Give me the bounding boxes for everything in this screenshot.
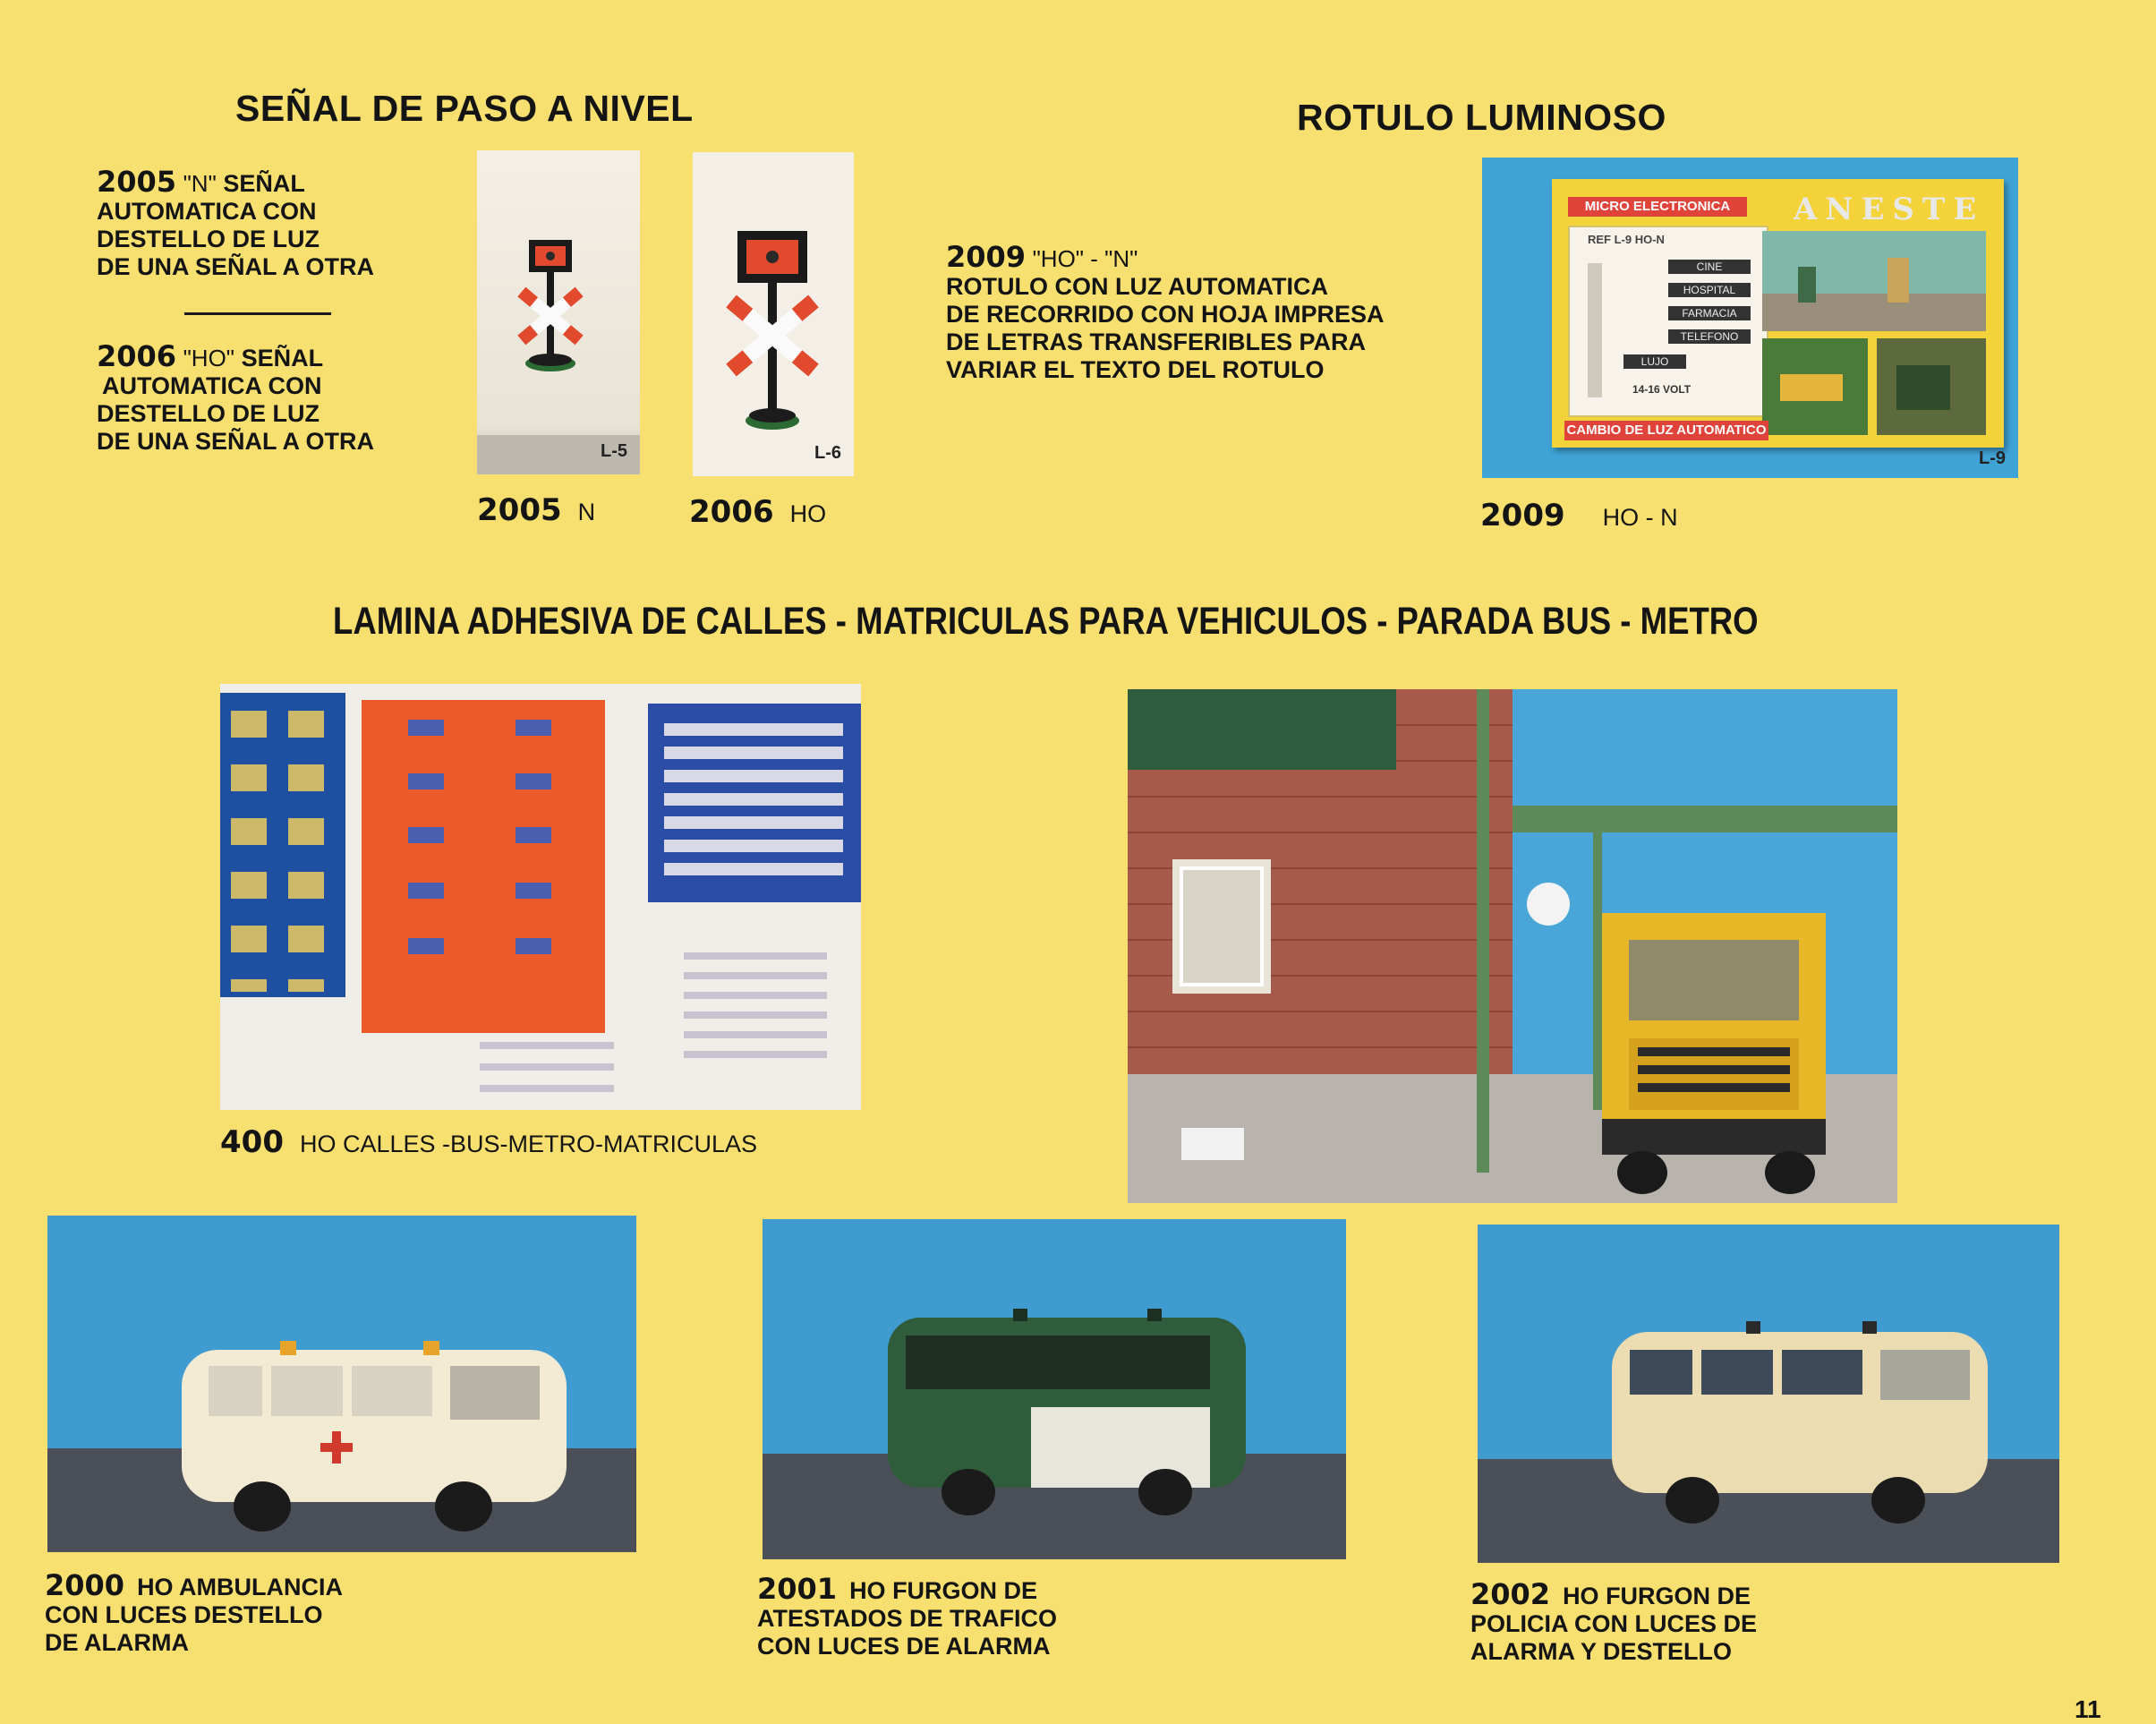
item-2009-number: 2009 (946, 240, 1027, 274)
caption-2005-scale: N (577, 499, 596, 525)
police-van-illustration (1478, 1225, 2059, 1563)
sign-box-word: CINE (1668, 260, 1751, 274)
photo-2009-illuminated-sign-box (1482, 158, 2018, 478)
item-2002-line: HO FURGON DE (1563, 1583, 1751, 1609)
photo-2005-crossing-signal (477, 150, 640, 474)
item-2005-line: AUTOMATICA CON (97, 198, 317, 225)
item-2000-description (45, 1568, 582, 1657)
photo-2002-police-van (1478, 1225, 2059, 1563)
caption-2005 (477, 492, 595, 528)
item-2009-line: DE RECORRIDO CON HOJA IMPRESA (946, 301, 1385, 328)
ambulance-illustration (47, 1216, 636, 1552)
photo-2005-tag: L-5 (601, 441, 627, 461)
sign-box-word: HOSPITAL (1668, 283, 1751, 297)
item-2002-description (1470, 1577, 2007, 1666)
crossing-signal-ho-illustration (693, 152, 854, 476)
item-2006-line: SEÑAL (241, 345, 324, 371)
item-2001-line: CON LUCES DE ALARMA (757, 1633, 1051, 1660)
photo-2001-traffic-van (763, 1219, 1346, 1559)
item-2000-number: 2000 (45, 1568, 125, 1602)
item-2005-line: DE UNA SEÑAL A OTRA (97, 253, 375, 280)
caption-2009 (1480, 498, 1678, 533)
photo-400-sticker-sheets (220, 684, 861, 1110)
item-2006-description (97, 339, 455, 456)
item-2006-line: DESTELLO DE LUZ (97, 400, 320, 427)
divider-rule (184, 312, 331, 315)
caption-2009-scale: HO - N (1602, 504, 1678, 531)
sign-box-letter-strip (1588, 263, 1602, 397)
item-2006-line: AUTOMATICA CON (102, 372, 322, 399)
caption-400-text: HO CALLES -BUS-METRO-MATRICULAS (299, 1131, 758, 1157)
item-2001-line: ATESTADOS DE TRAFICO (757, 1605, 1057, 1632)
item-2009-line: DE LETRAS TRANSFERIBLES PARA (946, 329, 1367, 355)
item-2009-line: ROTULO CON LUZ AUTOMATICA (946, 273, 1328, 300)
sign-box-top-label: MICRO ELECTRONICA (1568, 197, 1747, 217)
photo-2006-tag: L-6 (814, 443, 841, 463)
item-2002-line: ALARMA Y DESTELLO (1470, 1638, 1733, 1665)
sheets-section-title: LAMINA ADHESIVA DE CALLES - MATRICULAS PARA VEHICULOS - PARADA BUS - METRO (333, 600, 1759, 643)
item-2000-line: HO AMBULANCIA (137, 1574, 344, 1600)
crossing-section-title: SEÑAL DE PASO A NIVEL (235, 88, 694, 129)
caption-2006 (689, 494, 826, 530)
photo-street-scene-truck (1128, 689, 1897, 1203)
item-2002-line: POLICIA CON LUCES DE (1470, 1610, 1758, 1637)
sign-box-word: LUJO (1623, 354, 1686, 369)
sign-box-volt: 14-16 VOLT (1632, 383, 1692, 396)
sign-box-window (1568, 226, 1768, 417)
caption-2006-number: 2006 (689, 494, 774, 530)
photo-2000-ambulance (47, 1216, 636, 1552)
item-2009-code: "HO" - "N" (1032, 245, 1138, 272)
caption-400 (220, 1124, 757, 1160)
traffic-van-illustration (763, 1219, 1346, 1559)
item-2009-description (946, 240, 1465, 384)
page-number: 11 (2075, 1695, 2101, 1723)
sign-box-word: FARMACIA (1668, 306, 1751, 320)
item-2009-line: VARIAR EL TEXTO DEL ROTULO (946, 356, 1325, 383)
item-2005-description (97, 165, 455, 281)
photo-2006-crossing-signal (693, 152, 854, 476)
caption-2005-number: 2005 (477, 492, 562, 528)
sign-box-bottom-label: CAMBIO DE LUZ AUTOMATICO (1564, 421, 1768, 440)
item-2000-line: DE ALARMA (45, 1629, 189, 1656)
item-2001-description (757, 1572, 1294, 1660)
caption-2006-scale: HO (789, 500, 827, 527)
item-2001-line: HO FURGON DE (849, 1577, 1038, 1604)
sign-box-ref: REF L-9 HO-N (1588, 233, 1665, 246)
item-2001-number: 2001 (757, 1572, 838, 1606)
caption-400-number: 400 (220, 1124, 284, 1160)
item-2005-line: DESTELLO DE LUZ (97, 226, 320, 252)
street-scene-illustration (1128, 689, 1897, 1203)
item-2006-line: DE UNA SEÑAL A OTRA (97, 428, 375, 455)
item-2002-number: 2002 (1470, 1577, 1551, 1611)
sign-box-scene-photos (1762, 231, 1990, 437)
sign-box-brand: ANESTE (1794, 192, 1985, 227)
item-2005-line: SEÑAL (223, 170, 305, 197)
sign-box-package (1552, 179, 2004, 448)
crossing-signal-n-illustration (477, 150, 640, 474)
item-2006-number: 2006 (97, 339, 177, 373)
sign-box-word: TELEFONO (1668, 329, 1751, 344)
sign-section-title: ROTULO LUMINOSO (1297, 97, 1666, 138)
item-2005-code: "N" (183, 170, 217, 197)
item-2005-number: 2005 (97, 165, 177, 199)
item-2000-line: CON LUCES DESTELLO (45, 1601, 323, 1628)
sticker-sheets-illustration (220, 684, 861, 1110)
photo-2009-tag: L-9 (1979, 448, 2006, 468)
item-2006-code: "HO" (183, 345, 235, 371)
caption-2009-number: 2009 (1480, 498, 1565, 533)
